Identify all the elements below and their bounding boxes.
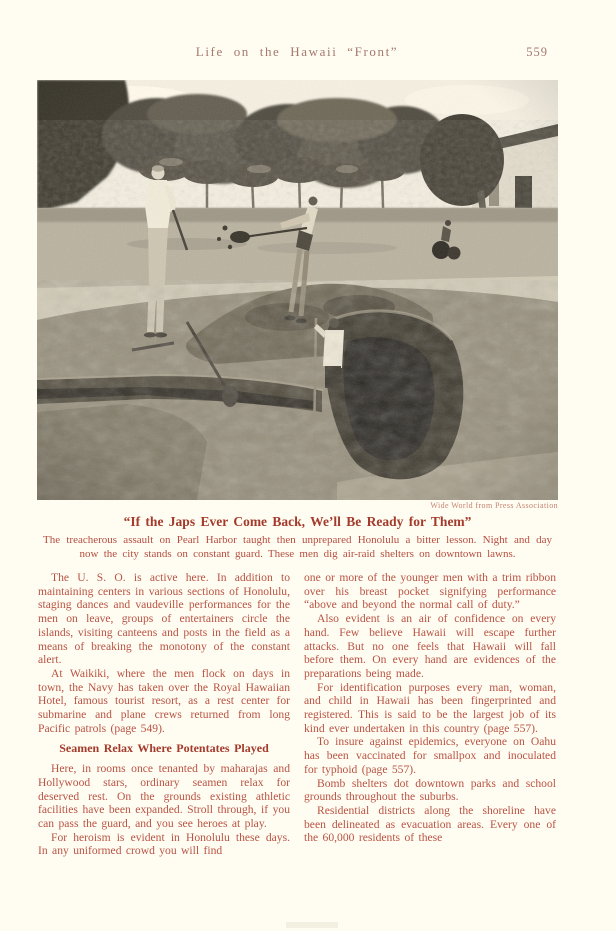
trench-photo-illustration [37,80,558,500]
page-number: 559 [526,45,548,59]
photo-figure [37,80,558,561]
page-header [38,44,556,62]
body-paragraph: The U. S. O. is active here. In addition to maintaining centers in various sections of Honolulu, staging dances and vaudeville performances for the men on leave, groups of entertainers circle the islands, visiting canteens and posts in the field as a means of breaking the monotony of the constant alert. [38,571,290,667]
photo-vignette [37,80,558,500]
body-paragraph: For identification purposes every man, woman, and child in Hawaii has been fingerprinted and registered. This is said to be the largest job of its kind ever undertaken in this country (page 557). [304,680,556,735]
photo-caption [37,514,558,561]
left-column [38,571,290,858]
page-bottom-mark [286,922,338,928]
body-paragraph: Also evident is an air of confidence on every hand. Few believe Hawaii will escape further attacks. But no one feels that Hawaii will fall before them. On every hand are evidences of the preparations being made. [304,612,556,680]
trench-photo [37,80,558,500]
caption-title: “If the Japs Ever Come Back, We’ll Be Ready for Them” [123,514,472,529]
body-paragraph: At Waikiki, where the men flock on days in town, the Navy has taken over the Royal Hawaiian Hotel, famous tourist resort, as a rest center for submarine and plane crews returned from long Pacific patrols (page 549). [38,666,290,735]
column-subheading: Seamen Relax Where Potentates Played [59,741,269,756]
caption-text: The treacherous assault on Pearl Harbor taught then unprepared Honolulu a bitter lesson. Night and day now the city stands on constant guard. These men dig air-raid shelters on downtown lawns. [43,534,552,560]
article-body [38,571,556,858]
body-paragraph: Here, in rooms once tenanted by maharajas and Hollywood stars, ordinary seamen relax for deserved rest. On the grounds existing athletic facilities have been expanded. Stroll through, if you can pass the guard, and you see heroes at play. [38,762,290,830]
running-head-title: Life on the Hawaii “Front” [195,44,399,59]
body-paragraph: Residential districts along the shoreline have been delineated as evacuation areas. Every one of the 60,000 residents of these [304,803,556,845]
body-paragraph: To insure against epidemics, everyone on Oahu has been vaccinated for smallpox and inoculated for typhoid (page 557). [304,735,556,776]
photo-credit: Wide World from Press Association [430,501,558,510]
body-paragraph: one or more of the younger men with a trim ribbon over his breast pocket signifying performance “above and beyond the normal call of duty.” [304,571,556,612]
body-paragraph: For heroism is evident in Honolulu these days. In any uniformed crowd you will find [38,830,290,858]
right-column [304,571,556,858]
body-paragraph: Bomb shelters dot downtown parks and school grounds throughout the suburbs. [304,776,556,804]
